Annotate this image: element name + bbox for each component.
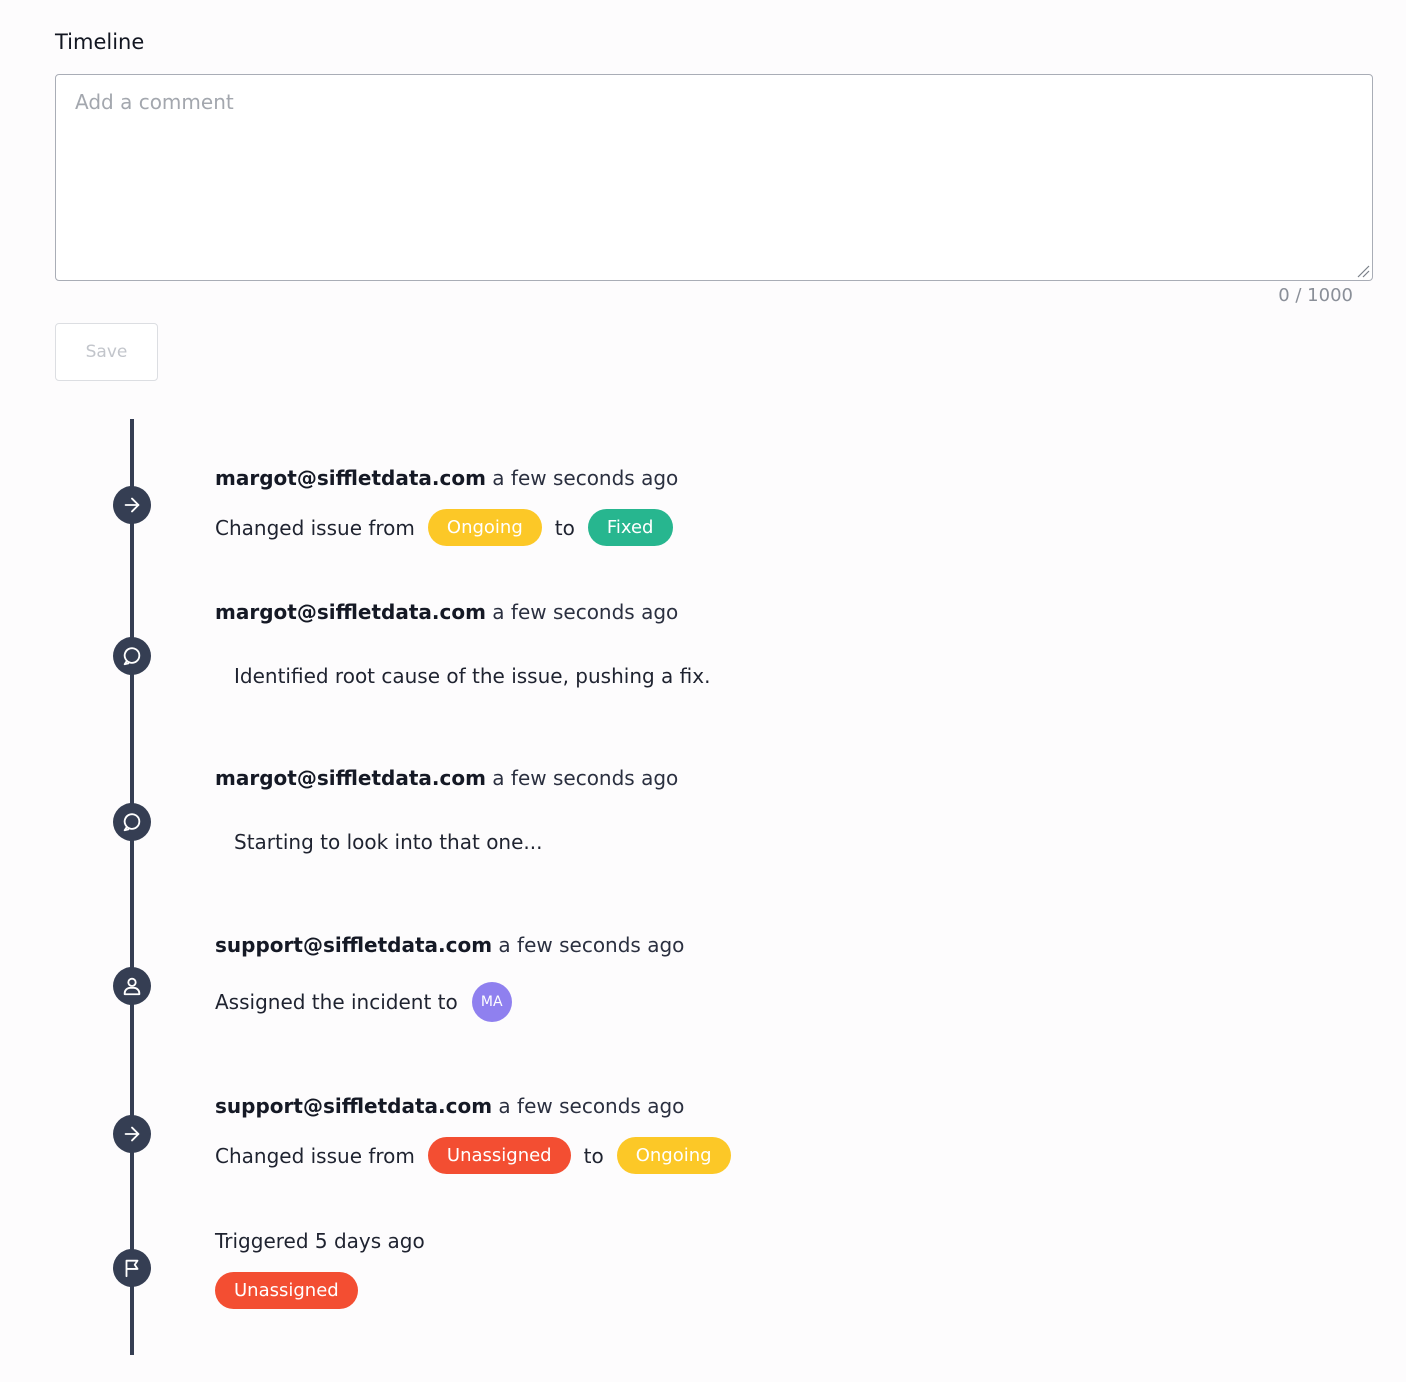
event-author: support@siffletdata.com — [215, 933, 493, 957]
comment-text: Starting to look into that one... — [234, 830, 543, 854]
comment-icon — [113, 803, 151, 841]
event-text: Changed issue from — [215, 515, 415, 540]
connector-text: to — [583, 1143, 604, 1168]
event-time: a few seconds ago — [492, 466, 679, 490]
comment-icon — [113, 637, 151, 675]
status-badge-unassigned: Unassigned — [215, 1272, 358, 1309]
comment-text: Identified root cause of the issue, pushing a fix. — [234, 664, 711, 688]
event-author: margot@siffletdata.com — [215, 600, 486, 624]
user-icon — [113, 967, 151, 1005]
event-time: a few seconds ago — [492, 600, 679, 624]
event-status-change — [215, 1137, 731, 1174]
avatar[interactable]: MA — [472, 982, 512, 1022]
arrow-right-icon — [113, 1115, 151, 1153]
event-header — [215, 1094, 684, 1118]
event-time: a few seconds ago — [498, 1094, 685, 1118]
event-text: Assigned the incident to — [215, 990, 458, 1014]
comment-input[interactable] — [55, 74, 1373, 281]
event-author: margot@siffletdata.com — [215, 766, 486, 790]
event-header — [215, 600, 678, 624]
event-text: Changed issue from — [215, 1143, 415, 1168]
arrow-right-icon — [113, 486, 151, 524]
event-assignment — [215, 982, 512, 1022]
character-counter: 0 / 1000 — [1278, 285, 1353, 306]
timeline-line — [130, 419, 134, 1355]
event-header — [215, 766, 678, 790]
event-triggered: Triggered 5 days ago — [215, 1229, 425, 1253]
event-header — [215, 466, 678, 490]
event-author: margot@siffletdata.com — [215, 466, 486, 490]
event-time: a few seconds ago — [492, 766, 679, 790]
event-author: support@siffletdata.com — [215, 1094, 493, 1118]
save-button[interactable]: Save — [55, 323, 158, 381]
event-status-change — [215, 509, 673, 546]
event-header — [215, 933, 684, 957]
resize-handle-icon[interactable] — [1356, 264, 1370, 278]
event-status — [215, 1272, 358, 1309]
status-badge-ongoing: Ongoing — [617, 1137, 731, 1174]
timeline-title: Timeline — [55, 30, 145, 54]
status-badge-ongoing: Ongoing — [428, 509, 542, 546]
status-badge-unassigned: Unassigned — [428, 1137, 571, 1174]
status-badge-fixed: Fixed — [588, 509, 673, 546]
event-time: a few seconds ago — [498, 933, 685, 957]
connector-text: to — [554, 515, 575, 540]
flag-icon — [113, 1249, 151, 1287]
